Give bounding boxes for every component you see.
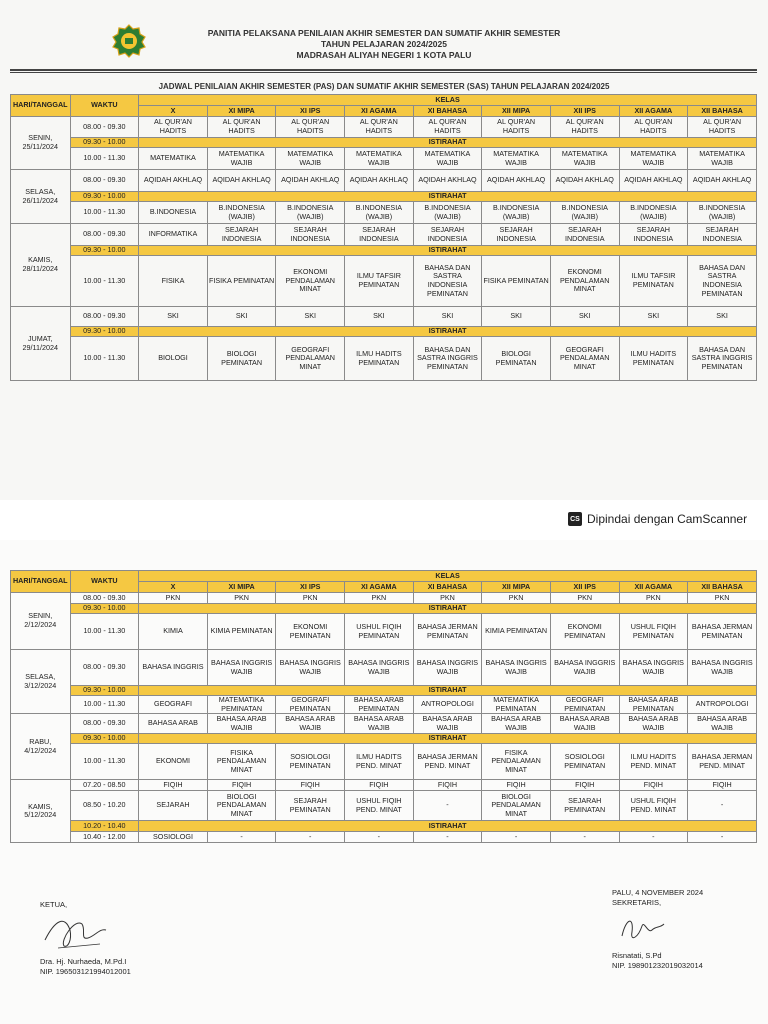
time-cell: 10.00 - 11.30 (70, 614, 139, 650)
subject-cell: BIOLOGI (139, 337, 208, 381)
time-cell: 08.50 - 10.20 (70, 791, 139, 821)
header-hari-tanggal: HARI/TANGGAL (11, 571, 71, 593)
header-class: XI IPS (276, 106, 345, 117)
subject-cell: MATEMATIKA WAJIB (207, 148, 276, 170)
subject-cell: USHUL FIQIH PEND. MINAT (619, 791, 688, 821)
signature-block-ketua (40, 900, 131, 977)
subject-cell: AQIDAH AKHLAQ (619, 170, 688, 192)
header-waktu: WAKTU (70, 95, 139, 117)
subject-cell: EKONOMI (139, 744, 208, 780)
header-kelas: KELAS (139, 95, 757, 106)
subject-cell: EKONOMI PENDALAMAN MINAT (550, 256, 619, 307)
subject-cell: B.INDONESIA (WAJIB) (688, 202, 757, 224)
subject-cell: BIOLOGI PENDALAMAN MINAT (482, 791, 551, 821)
subject-cell: BAHASA ARAB WAJIB (413, 714, 482, 734)
subject-cell: BAHASA ARAB WAJIB (207, 714, 276, 734)
subject-cell: USHUL FIQIH PEMINATAN (619, 614, 688, 650)
time-cell: 08.00 - 09.30 (70, 170, 139, 192)
subject-cell: AQIDAH AKHLAQ (345, 170, 414, 192)
ketua-signature-icon (40, 910, 110, 954)
table-row (11, 650, 757, 686)
subject-cell: PKN (345, 593, 414, 604)
time-cell: 08.00 - 09.30 (70, 117, 139, 138)
sekretaris-signature-icon (612, 908, 672, 948)
table-row (11, 224, 757, 246)
subject-cell: PKN (207, 593, 276, 604)
time-cell: 08.00 - 09.30 (70, 307, 139, 327)
table-row (11, 832, 757, 843)
subject-cell: BAHASA JERMAN PEND. MINAT (688, 744, 757, 780)
subject-cell: MATEMATIKA WAJIB (482, 148, 551, 170)
subject-cell: PKN (413, 593, 482, 604)
time-cell: 08.00 - 09.30 (70, 593, 139, 604)
table-row (11, 337, 757, 381)
header-kelas: KELAS (139, 571, 757, 582)
subject-cell: BAHASA INGGRIS WAJIB (482, 650, 551, 686)
subject-cell: FIQIH (413, 780, 482, 791)
time-cell: 10.00 - 11.30 (70, 744, 139, 780)
header-class: X (139, 582, 208, 593)
break-cell: ISTIRAHAT (139, 604, 757, 614)
subject-cell: ANTROPOLOGI (413, 696, 482, 714)
header-waktu: WAKTU (70, 571, 139, 593)
subject-cell: B.INDONESIA (WAJIB) (207, 202, 276, 224)
day-cell: SENIN, 2/12/2024 (11, 593, 71, 650)
subject-cell: SKI (139, 307, 208, 327)
subject-cell: BAHASA INGGRIS WAJIB (276, 650, 345, 686)
table-row (11, 696, 757, 714)
header-class: XII IPS (550, 582, 619, 593)
subject-cell: AL QUR'AN HADITS (619, 117, 688, 138)
subject-cell: SKI (276, 307, 345, 327)
subject-cell: - (688, 791, 757, 821)
subject-cell: BAHASA ARAB WAJIB (550, 714, 619, 734)
break-cell: ISTIRAHAT (139, 192, 757, 202)
subject-cell: BAHASA INGGRIS WAJIB (550, 650, 619, 686)
subject-cell: FIQIH (550, 780, 619, 791)
break-cell: ISTIRAHAT (139, 138, 757, 148)
header-class: XII BAHASA (688, 106, 757, 117)
subject-cell: AL QUR'AN HADITS (276, 117, 345, 138)
subject-cell: - (345, 832, 414, 843)
subject-cell: AL QUR'AN HADITS (482, 117, 551, 138)
subject-cell: SKI (345, 307, 414, 327)
subject-cell: B.INDONESIA (WAJIB) (550, 202, 619, 224)
subject-cell: SEJARAH (139, 791, 208, 821)
subject-cell: ILMU HADITS PEMINATAN (619, 337, 688, 381)
break-cell: ISTIRAHAT (139, 821, 757, 832)
header-class: XII IPS (550, 106, 619, 117)
table-row (11, 744, 757, 780)
table-row (11, 791, 757, 821)
day-cell: KAMIS, 5/12/2024 (11, 780, 71, 843)
table-row (11, 192, 757, 202)
subject-cell: AQIDAH AKHLAQ (139, 170, 208, 192)
subject-cell: PKN (139, 593, 208, 604)
time-cell: 09.30 - 10.00 (70, 604, 139, 614)
header-class: XI AGAMA (345, 106, 414, 117)
subject-cell: AQIDAH AKHLAQ (688, 170, 757, 192)
subject-cell: FIQIH (207, 780, 276, 791)
sekretaris-name: Risnatati, S.Pd (612, 951, 662, 960)
time-cell: 10.40 - 12.00 (70, 832, 139, 843)
subject-cell: SKI (550, 307, 619, 327)
subject-cell: SEJARAH INDONESIA (345, 224, 414, 246)
subject-cell: BAHASA ARAB (139, 714, 208, 734)
subject-cell: FIQIH (345, 780, 414, 791)
schedule-title: JADWAL PENILAIAN AKHIR SEMESTER (PAS) DAN SUMATIF AKHIR SEMESTER (SAS) TAHUN PELAJARAN 2024/2025 (158, 82, 610, 91)
subject-cell: AL QUR'AN HADITS (139, 117, 208, 138)
camscanner-label: Dipindai dengan CamScanner (587, 512, 748, 526)
day-cell: SENIN, 25/11/2024 (11, 117, 71, 170)
subject-cell: AL QUR'AN HADITS (345, 117, 414, 138)
subject-cell: FISIKA (139, 256, 208, 307)
time-cell: 09.30 - 10.00 (70, 192, 139, 202)
table-row (11, 307, 757, 327)
table-row (11, 202, 757, 224)
subject-cell: MATEMATIKA WAJIB (619, 148, 688, 170)
subject-cell: USHUL FIQIH PEND. MINAT (345, 791, 414, 821)
time-cell: 09.30 - 10.00 (70, 246, 139, 256)
subject-cell: B.INDONESIA (WAJIB) (276, 202, 345, 224)
subject-cell: BIOLOGI PENDALAMAN MINAT (207, 791, 276, 821)
time-cell: 10.00 - 11.30 (70, 256, 139, 307)
subject-cell: MATEMATIKA WAJIB (688, 148, 757, 170)
subject-cell: SOSIOLOGI PEMINATAN (276, 744, 345, 780)
camscanner-icon: CS (568, 512, 582, 526)
header-line-2: TAHUN PELAJARAN 2024/2025 (321, 39, 447, 49)
subject-cell: INFORMATIKA (139, 224, 208, 246)
subject-cell: B.INDONESIA (WAJIB) (482, 202, 551, 224)
subject-cell: SEJARAH INDONESIA (207, 224, 276, 246)
table-row (11, 821, 757, 832)
ketua-name: Dra. Hj. Nurhaeda, M.Pd.I (40, 957, 127, 966)
header-class: XI BAHASA (413, 582, 482, 593)
time-cell: 10.20 - 10.40 (70, 821, 139, 832)
subject-cell: BAHASA ARAB WAJIB (345, 714, 414, 734)
break-cell: ISTIRAHAT (139, 734, 757, 744)
subject-cell: GEOGRAFI PEMINATAN (276, 696, 345, 714)
subject-cell: BAHASA ARAB PEMINATAN (619, 696, 688, 714)
subject-cell: - (550, 832, 619, 843)
subject-cell: AQIDAH AKHLAQ (482, 170, 551, 192)
subject-cell: FISIKA PEMINATAN (482, 256, 551, 307)
table-row (11, 246, 757, 256)
subject-cell: SOSIOLOGI PEMINATAN (550, 744, 619, 780)
subject-cell: GEOGRAFI (139, 696, 208, 714)
time-cell: 09.30 - 10.00 (70, 734, 139, 744)
sekretaris-title: SEKRETARIS, (612, 898, 662, 907)
table-row (11, 604, 757, 614)
subject-cell: BAHASA ARAB PEMINATAN (345, 696, 414, 714)
header-class: XI MIPA (207, 582, 276, 593)
subject-cell: GEOGRAFI PENDALAMAN MINAT (550, 337, 619, 381)
header-class: XII MIPA (482, 106, 551, 117)
subject-cell: SEJARAH INDONESIA (619, 224, 688, 246)
subject-cell: AL QUR'AN HADITS (413, 117, 482, 138)
subject-cell: MATEMATIKA WAJIB (276, 148, 345, 170)
subject-cell: GEOGRAFI PEMINATAN (550, 696, 619, 714)
subject-cell: PKN (688, 593, 757, 604)
subject-cell: ILMU HADITS PEND. MINAT (619, 744, 688, 780)
break-cell: ISTIRAHAT (139, 686, 757, 696)
subject-cell: EKONOMI PENDALAMAN MINAT (276, 256, 345, 307)
subject-cell: SEJARAH INDONESIA (276, 224, 345, 246)
subject-cell: SKI (688, 307, 757, 327)
subject-cell: AQIDAH AKHLAQ (413, 170, 482, 192)
subject-cell: MATEMATIKA PEMINATAN (207, 696, 276, 714)
subject-cell: USHUL FIQIH PEMINATAN (345, 614, 414, 650)
subject-cell: PKN (619, 593, 688, 604)
ketua-nip: NIP. 196503121994012001 (40, 967, 131, 976)
subject-cell: SKI (482, 307, 551, 327)
subject-cell: ILMU HADITS PEND. MINAT (345, 744, 414, 780)
header-class: XI AGAMA (345, 582, 414, 593)
day-cell: SELASA, 3/12/2024 (11, 650, 71, 714)
header-row-top (11, 95, 757, 106)
schedule-table-week-2 (10, 570, 757, 843)
subject-cell: FIQIH (619, 780, 688, 791)
camscanner-watermark (568, 512, 747, 526)
day-cell: RABU, 4/12/2024 (11, 714, 71, 780)
subject-cell: B.INDONESIA (WAJIB) (413, 202, 482, 224)
table-row (11, 734, 757, 744)
break-cell: ISTIRAHAT (139, 246, 757, 256)
day-cell: SELASA, 26/11/2024 (11, 170, 71, 224)
subject-cell: BAHASA ARAB WAJIB (619, 714, 688, 734)
table-row (11, 148, 757, 170)
subject-cell: SEJARAH INDONESIA (550, 224, 619, 246)
subject-cell: SEJARAH INDONESIA (413, 224, 482, 246)
header-divider (10, 69, 757, 71)
subject-cell: SEJARAH PEMINATAN (276, 791, 345, 821)
table-row (11, 138, 757, 148)
subject-cell: PKN (276, 593, 345, 604)
subject-cell: BAHASA INGGRIS WAJIB (688, 650, 757, 686)
table-row (11, 686, 757, 696)
subject-cell: KIMIA (139, 614, 208, 650)
subject-cell: MATEMATIKA WAJIB (345, 148, 414, 170)
subject-cell: - (619, 832, 688, 843)
subject-cell: BAHASA DAN SASTRA INGGRIS PEMINATAN (688, 337, 757, 381)
header-class: XI MIPA (207, 106, 276, 117)
subject-cell: BAHASA ARAB WAJIB (276, 714, 345, 734)
header-class: XII BAHASA (688, 582, 757, 593)
sekretaris-nip: NIP. 198901232019032014 (612, 961, 703, 970)
header-class: XII AGAMA (619, 106, 688, 117)
time-cell: 09.30 - 10.00 (70, 327, 139, 337)
subject-cell: ILMU HADITS PEMINATAN (345, 337, 414, 381)
subject-cell: - (482, 832, 551, 843)
subject-cell: BAHASA INGGRIS (139, 650, 208, 686)
subject-cell: - (688, 832, 757, 843)
time-cell: 08.00 - 09.30 (70, 714, 139, 734)
table-row (11, 593, 757, 604)
day-cell: KAMIS, 28/11/2024 (11, 224, 71, 307)
subject-cell: - (413, 832, 482, 843)
subject-cell: KIMIA PEMINATAN (207, 614, 276, 650)
subject-cell: MATEMATIKA (139, 148, 208, 170)
subject-cell: BAHASA INGGRIS WAJIB (345, 650, 414, 686)
subject-cell: PKN (550, 593, 619, 604)
subject-cell: BAHASA INGGRIS WAJIB (619, 650, 688, 686)
subject-cell: BAHASA INGGRIS WAJIB (207, 650, 276, 686)
subject-cell: MATEMATIKA PEMINATAN (482, 696, 551, 714)
subject-cell: SOSIOLOGI (139, 832, 208, 843)
subject-cell: AL QUR'AN HADITS (207, 117, 276, 138)
subject-cell: ANTROPOLOGI (688, 696, 757, 714)
subject-cell: BAHASA ARAB WAJIB (688, 714, 757, 734)
place-date: PALU, 4 NOVEMBER 2024 (612, 888, 704, 897)
subject-cell: BAHASA DAN SASTRA INDONESIA PEMINATAN (688, 256, 757, 307)
subject-cell: B.INDONESIA (WAJIB) (345, 202, 414, 224)
subject-cell: - (413, 791, 482, 821)
subject-cell: AL QUR'AN HADITS (550, 117, 619, 138)
time-cell: 10.00 - 11.30 (70, 696, 139, 714)
header-class: XII AGAMA (619, 582, 688, 593)
subject-cell: FISIKA PENDALAMAN MINAT (207, 744, 276, 780)
subject-cell: MATEMATIKA WAJIB (413, 148, 482, 170)
time-cell: 07.20 - 08.50 (70, 780, 139, 791)
subject-cell: SKI (619, 307, 688, 327)
subject-cell: SKI (413, 307, 482, 327)
subject-cell: SEJARAH PEMINATAN (550, 791, 619, 821)
header-class: XII MIPA (482, 582, 551, 593)
table-row (11, 117, 757, 138)
time-cell: 08.00 - 09.30 (70, 650, 139, 686)
document-header (0, 28, 768, 61)
subject-cell: SEJARAH INDONESIA (482, 224, 551, 246)
header-line-1: PANITIA PELAKSANA PENILAIAN AKHIR SEMESTER DAN SUMATIF AKHIR SEMESTER (207, 28, 561, 38)
subject-cell: KIMIA PEMINATAN (482, 614, 551, 650)
subject-cell: SEJARAH INDONESIA (688, 224, 757, 246)
subject-cell: B.INDONESIA (WAJIB) (619, 202, 688, 224)
break-cell: ISTIRAHAT (139, 327, 757, 337)
table-row (11, 714, 757, 734)
subject-cell: BAHASA JERMAN PEND. MINAT (413, 744, 482, 780)
header-line-3: MADRASAH ALIYAH NEGERI 1 KOTA PALU (296, 50, 472, 60)
subject-cell: MATEMATIKA WAJIB (550, 148, 619, 170)
subject-cell: FIQIH (276, 780, 345, 791)
subject-cell: FISIKA PENDALAMAN MINAT (482, 744, 551, 780)
subject-cell: FIQIH (688, 780, 757, 791)
subject-cell: B.INDONESIA (139, 202, 208, 224)
subject-cell: SKI (207, 307, 276, 327)
header-class: XI BAHASA (413, 106, 482, 117)
header-class: XI IPS (276, 582, 345, 593)
time-cell: 10.00 - 11.30 (70, 148, 139, 170)
subject-cell: EKONOMI PEMINATAN (550, 614, 619, 650)
header-hari-tanggal: HARI/TANGGAL (11, 95, 71, 117)
subject-cell: BAHASA JERMAN PEMINATAN (688, 614, 757, 650)
table-row (11, 780, 757, 791)
subject-cell: BIOLOGI PEMINATAN (482, 337, 551, 381)
time-cell: 09.30 - 10.00 (70, 686, 139, 696)
subject-cell: - (276, 832, 345, 843)
time-cell: 10.00 - 11.30 (70, 337, 139, 381)
subject-cell: EKONOMI PEMINATAN (276, 614, 345, 650)
table-row (11, 256, 757, 307)
subject-cell: BAHASA DAN SASTRA INGGRIS PEMINATAN (413, 337, 482, 381)
subject-cell: AL QUR'AN HADITS (688, 117, 757, 138)
header-divider-thin (10, 72, 757, 73)
subject-cell: BAHASA JERMAN PEMINATAN (413, 614, 482, 650)
subject-cell: AQIDAH AKHLAQ (207, 170, 276, 192)
subject-cell: PKN (482, 593, 551, 604)
subject-cell: BAHASA ARAB WAJIB (482, 714, 551, 734)
header-class: X (139, 106, 208, 117)
schedule-table-week-1 (10, 94, 757, 381)
subject-cell: BIOLOGI PEMINATAN (207, 337, 276, 381)
subject-cell: AQIDAH AKHLAQ (276, 170, 345, 192)
table-row (11, 614, 757, 650)
subject-cell: AQIDAH AKHLAQ (550, 170, 619, 192)
subject-cell: FIQIH (139, 780, 208, 791)
subject-cell: FIQIH (482, 780, 551, 791)
time-cell: 10.00 - 11.30 (70, 202, 139, 224)
signature-block-sekretaris (612, 888, 703, 971)
time-cell: 09.30 - 10.00 (70, 138, 139, 148)
table-row (11, 327, 757, 337)
subject-cell: - (207, 832, 276, 843)
subject-cell: ILMU TAFSIR PEMINATAN (345, 256, 414, 307)
subject-cell: BAHASA INGGRIS WAJIB (413, 650, 482, 686)
subject-cell: GEOGRAFI PENDALAMAN MINAT (276, 337, 345, 381)
table-row (11, 170, 757, 192)
day-cell: JUMAT, 29/11/2024 (11, 307, 71, 381)
subject-cell: ILMU TAFSIR PEMINATAN (619, 256, 688, 307)
subject-cell: FISIKA PEMINATAN (207, 256, 276, 307)
subject-cell: BAHASA DAN SASTRA INDONESIA PEMINATAN (413, 256, 482, 307)
time-cell: 08.00 - 09.30 (70, 224, 139, 246)
ketua-title: KETUA, (40, 900, 68, 909)
header-row-top (11, 571, 757, 582)
